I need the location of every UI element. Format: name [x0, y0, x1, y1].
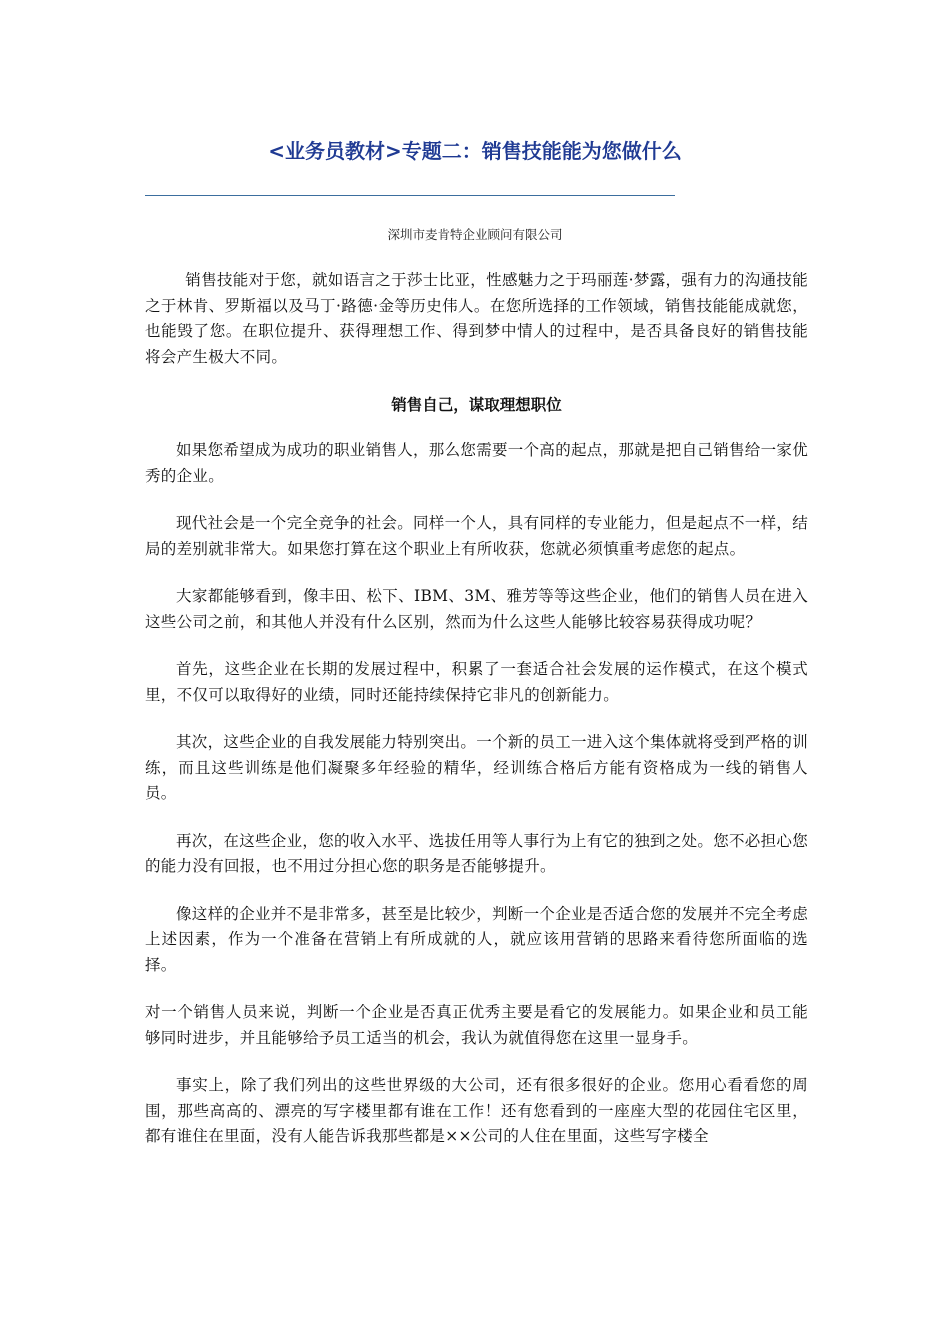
- section-heading: 销售自己，谋取理想职位: [391, 396, 562, 414]
- body-paragraph: 像这样的企业并不是非常多，甚至是比较少，判断一个企业是否适合您的发展并不完全考虑上述因素，作为一个准备在营销上有所成就的人，就应该用营销的思路来看待您所面临的选择。: [145, 904, 809, 974]
- body-paragraph: 事实上，除了我们列出的这些世界级的大公司，还有很多很好的企业。您用心看看您的周围，那些高高的、漂亮的写字楼里都有谁在工作！还有您看到的一座座大型的花园住宅区里，都有谁住在里面，没有人能告诉我那些都是××公司的人住在里面，这些写字楼全: [145, 1076, 808, 1145]
- company-name: 深圳市麦肯特企业顾问有限公司: [387, 227, 563, 242]
- body-paragraph: 如果您希望成为成功的职业销售人，那么您需要一个高的起点，那就是把自己销售给一家优秀的企业。: [145, 441, 809, 485]
- body-paragraph: 再次，在这些企业，您的收入水平、选拔任用等人事行为上有它的独到之处。您不必担心您的能力没有回报，也不用过分担心您的职务是否能够提升。: [145, 831, 809, 875]
- body-paragraph: 其次，这些企业的自我发展能力特别突出。一个新的员工一进入这个集体就将受到严格的训练，而且这些训练是他们凝聚多年经验的精华，经训练合格后方能有资格成为一线的销售人员。: [145, 733, 809, 802]
- body-paragraph: 对一个销售人员来说，判断一个企业是否真正优秀主要是看它的发展能力。如果企业和员工能够同时进步，并且能够给予员工适当的机会，我认为就值得您在这里一显身手。: [145, 1003, 808, 1047]
- body-paragraph: 首先，这些企业在长期的发展过程中，积累了一套适合社会发展的运作模式，在这个模式里，不仅可以取得好的业绩，同时还能持续保持它非凡的创新能力。: [145, 660, 808, 704]
- body-paragraph: 现代社会是一个完全竞争的社会。同样一个人，具有同样的专业能力，但是起点不一样，结局的差别就非常大。如果您打算在这个职业上有所收获，您就必须慎重考虑您的起点。: [145, 514, 809, 558]
- title-divider: [145, 195, 675, 196]
- document-body: [145, 268, 808, 1172]
- body-paragraph: 大家都能够看到，像丰田、松下、IBM、3M、雅芳等等这些企业，他们的销售人员在进入这些公司之前，和其他人并没有什么区别，然而为什么这些人能够比较容易获得成功呢？: [145, 587, 808, 631]
- intro-paragraph: 销售技能对于您，就如语言之于莎士比亚，性感魅力之于玛丽莲·梦露，强有力的沟通技能之于林肯、罗斯福以及马丁·路德·金等历史伟人。在您所选择的工作领域，销售技能能成就您，也能毁了您。在职位提升、获得理想工作、得到梦中情人的过程中，是否具备良好的销售技能将会产生极大不同。: [145, 271, 808, 366]
- document-title: <业务员教材>专题二：销售技能能为您做什么: [268, 139, 682, 163]
